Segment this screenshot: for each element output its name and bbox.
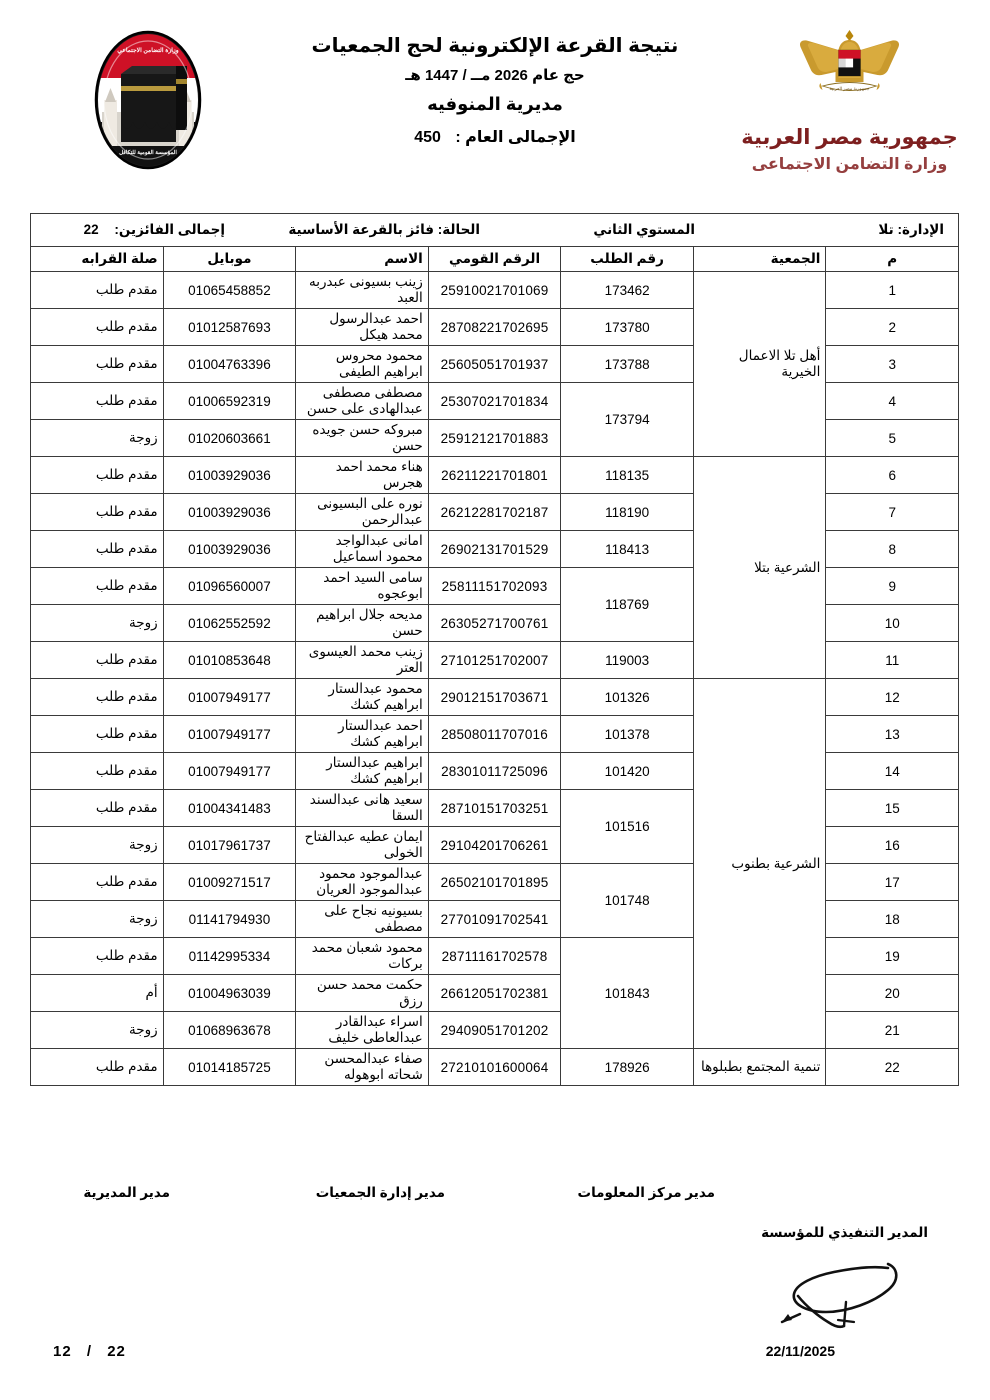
cell-index: 14 — [826, 753, 959, 790]
cell-name: امانى عبدالواجد محمود اسماعيل — [296, 531, 429, 568]
cell-national-id: 28710151703251 — [428, 790, 561, 827]
cell-name: زينب محمد العيسوى العتر — [296, 642, 429, 679]
cell-name: محمود شعبان محمد بركات — [296, 938, 429, 975]
cell-request-number: 173794 — [561, 383, 694, 457]
cell-index: 16 — [826, 827, 959, 864]
cell-index: 15 — [826, 790, 959, 827]
cell-national-id: 29012151703671 — [428, 679, 561, 716]
ministry-emblem-logo — [737, 22, 962, 187]
cell-relation: زوجة — [31, 827, 164, 864]
cell-name: سامى السيد احمد ابوعجوه — [296, 568, 429, 605]
cell-national-id: 25912121701883 — [428, 420, 561, 457]
page-footer — [0, 1175, 990, 1400]
cell-name: سعيد هانى عبدالسند السقا — [296, 790, 429, 827]
hajj-year-subtitle: حج عام 2026 مــ / 1447 هـ — [405, 67, 585, 84]
cell-national-id: 26211221701801 — [428, 457, 561, 494]
signature-associations-manager: مدير إدارة الجمعيات — [315, 1185, 445, 1200]
cell-name: ابراهيم عبدالستار ابراهيم كشك — [296, 753, 429, 790]
cell-national-id: 28301011725096 — [428, 753, 561, 790]
cell-name: زينب بسيونى عبدربه العبد — [296, 272, 429, 309]
cell-index: 11 — [826, 642, 959, 679]
cell-request-number: 173462 — [561, 272, 694, 309]
cell-national-id: 26902131701529 — [428, 531, 561, 568]
cell-request-number: 119003 — [561, 642, 694, 679]
cell-index: 5 — [826, 420, 959, 457]
cell-relation: مقدم طلب — [31, 1049, 164, 1086]
signature-information-center-manager: مدير مركز المعلومات — [577, 1185, 715, 1200]
table-row — [31, 457, 959, 494]
emblem-ministry-name: وزارة التضامن الاجتماعى — [751, 156, 948, 173]
cell-national-id: 27210101600064 — [428, 1049, 561, 1086]
page-title: نتيجة القرعة الإلكترونية لحج الجمعيات — [311, 35, 679, 57]
cell-mobile: 01007949177 — [163, 753, 296, 790]
cell-request-number: 178926 — [561, 1049, 694, 1086]
cell-mobile: 01068963678 — [163, 1012, 296, 1049]
cell-index: 17 — [826, 864, 959, 901]
cell-name: نوره على البسيونى عبدالرحمن — [296, 494, 429, 531]
cell-request-number: 118769 — [561, 568, 694, 642]
cell-relation: مقدم طلب — [31, 642, 164, 679]
status-field — [225, 222, 480, 238]
cell-relation: مقدم طلب — [31, 383, 164, 420]
emblem-country-name: جمهورية مصر العربية — [741, 126, 958, 149]
administration-label: الإدارة: — [897, 222, 944, 237]
cell-index: 1 — [826, 272, 959, 309]
cell-index: 12 — [826, 679, 959, 716]
cell-name: احمد عبدالرسول محمد هيكل — [296, 309, 429, 346]
cell-mobile: 01065458852 — [163, 272, 296, 309]
cell-relation: زوجة — [31, 605, 164, 642]
cell-request-number: 118190 — [561, 494, 694, 531]
cell-national-id: 26305271700761 — [428, 605, 561, 642]
cell-relation: مقدم طلب — [31, 272, 164, 309]
page-current: 12 — [53, 1343, 72, 1360]
page-separator: / — [86, 1343, 93, 1360]
cell-national-id: 27101251702007 — [428, 642, 561, 679]
cell-national-id: 28711161702578 — [428, 938, 561, 975]
cell-index: 3 — [826, 346, 959, 383]
grand-total-label: الإجمالى العام : — [455, 129, 576, 146]
cell-request-number: 173788 — [561, 346, 694, 383]
winners-total-field — [39, 222, 225, 238]
cell-relation: مقدم طلب — [31, 346, 164, 383]
results-table-container — [30, 213, 959, 1086]
cell-relation: مقدم طلب — [31, 494, 164, 531]
cell-name: مديحه جلال ابراهيم حسن — [296, 605, 429, 642]
cell-national-id: 25811151702093 — [428, 568, 561, 605]
cell-name: مصطفى مصطفى عبدالهادى على حسن — [296, 383, 429, 420]
table-meta-row — [31, 214, 959, 247]
handwritten-signature — [770, 1250, 910, 1335]
column-header-request-no: رقم الطلب — [561, 247, 694, 272]
cell-name: بسيونيه نجاح على مصطفى — [296, 901, 429, 938]
cell-index: 20 — [826, 975, 959, 1012]
table-head — [31, 214, 959, 272]
grand-total-value: 450 — [414, 129, 441, 146]
page-number — [48, 1343, 131, 1360]
cell-request-number: 101378 — [561, 716, 694, 753]
cell-request-number: 118413 — [561, 531, 694, 568]
cell-relation: مقدم طلب — [31, 864, 164, 901]
cell-name: محمود محروس ابراهيم الطيفى — [296, 346, 429, 383]
cell-national-id: 26502101701895 — [428, 864, 561, 901]
cell-name: اسراء عبدالقادر عبدالعاطى خليف — [296, 1012, 429, 1049]
cell-index: 19 — [826, 938, 959, 975]
cell-request-number: 118135 — [561, 457, 694, 494]
cell-association: أهل تلا الاعمال الخيرية — [693, 272, 826, 457]
table-row — [31, 1049, 959, 1086]
signature-directorate-manager: مدير المديرية — [83, 1185, 170, 1200]
footer-date: 22/11/2025 — [765, 1343, 835, 1359]
svg-text:المؤسسة القومية للتكافل: المؤسسة القومية للتكافل — [119, 150, 177, 156]
administration-value: تلا — [878, 222, 894, 237]
cell-relation: مقدم طلب — [31, 716, 164, 753]
page-header — [0, 0, 990, 196]
cell-request-number: 101748 — [561, 864, 694, 938]
cell-mobile: 01004963039 — [163, 975, 296, 1012]
directorate-title: مديرية المنوفيه — [427, 94, 563, 114]
column-header-mobile: موبايل — [163, 247, 296, 272]
cell-mobile: 01004341483 — [163, 790, 296, 827]
cell-relation: مقدم طلب — [31, 679, 164, 716]
signature-executive-director: المدير التنفيذي للمؤسسة — [761, 1225, 928, 1240]
cell-relation: مقدم طلب — [31, 938, 164, 975]
cell-mobile: 01010853648 — [163, 642, 296, 679]
cell-mobile: 01141794930 — [163, 901, 296, 938]
cell-request-number: 101420 — [561, 753, 694, 790]
cell-association: الشرعية بتلا — [693, 457, 826, 679]
column-header-index: م — [826, 247, 959, 272]
lottery-results-table — [30, 213, 959, 1086]
cell-mobile: 01006592319 — [163, 383, 296, 420]
cell-national-id: 29409051701202 — [428, 1012, 561, 1049]
cell-mobile: 01012587693 — [163, 309, 296, 346]
cell-name: احمد عبدالستار ابراهيم كشك — [296, 716, 429, 753]
table-row — [31, 272, 959, 309]
cell-national-id: 29104201706261 — [428, 827, 561, 864]
column-header-name: الاسم — [296, 247, 429, 272]
cell-mobile: 01003929036 — [163, 494, 296, 531]
cell-request-number: 101326 — [561, 679, 694, 716]
svg-text:جمهورية مصر العربية: جمهورية مصر العربية — [829, 86, 870, 91]
cell-mobile: 01020603661 — [163, 420, 296, 457]
cell-index: 13 — [826, 716, 959, 753]
cell-index: 9 — [826, 568, 959, 605]
svg-text:وزارة التضامن الاجتماعي: وزارة التضامن الاجتماعي — [117, 48, 179, 54]
cell-national-id: 28508011707016 — [428, 716, 561, 753]
cell-national-id: 25307021701834 — [428, 383, 561, 420]
cell-name: حكمت محمد حسن رزق — [296, 975, 429, 1012]
cell-relation: أم — [31, 975, 164, 1012]
cell-request-number: 101843 — [561, 938, 694, 1049]
cell-mobile: 01014185725 — [163, 1049, 296, 1086]
column-header-national-id: الرقم القومي — [428, 247, 561, 272]
cell-index: 18 — [826, 901, 959, 938]
cell-relation: مقدم طلب — [31, 457, 164, 494]
meta-bar — [31, 214, 959, 247]
cell-association: الشرعية بطنوب — [693, 679, 826, 1049]
cell-index: 4 — [826, 383, 959, 420]
cell-mobile: 01142995334 — [163, 938, 296, 975]
cell-relation: زوجة — [31, 420, 164, 457]
winners-total-value: 22 — [83, 222, 99, 237]
cell-mobile: 01009271517 — [163, 864, 296, 901]
table-row — [31, 679, 959, 716]
signature-titles-row — [0, 1175, 990, 1205]
cell-association: تنمية المجتمع بطبلوها — [693, 1049, 826, 1086]
cell-national-id: 25605051701937 — [428, 346, 561, 383]
cell-national-id: 28708221702695 — [428, 309, 561, 346]
cell-mobile: 01007949177 — [163, 679, 296, 716]
cell-mobile: 01003929036 — [163, 531, 296, 568]
cell-index: 22 — [826, 1049, 959, 1086]
cell-relation: مقدم طلب — [31, 790, 164, 827]
cell-relation: مقدم طلب — [31, 531, 164, 568]
status-value: فائز بالقرعة الأساسية — [288, 222, 434, 237]
cell-name: هناء محمد احمد هجرس — [296, 457, 429, 494]
table-body — [31, 272, 959, 1086]
cell-relation: مقدم طلب — [31, 753, 164, 790]
cell-mobile: 01004763396 — [163, 346, 296, 383]
column-header-row — [31, 247, 959, 272]
cell-name: ايمان عطيه عبدالفتاح الخولى — [296, 827, 429, 864]
cell-index: 21 — [826, 1012, 959, 1049]
cell-name: عبدالموجود محمود عبدالموجود العريان — [296, 864, 429, 901]
winners-total-label: إجمالى الفائزين: — [114, 222, 225, 237]
cell-relation: مقدم طلب — [31, 568, 164, 605]
cell-relation: مقدم طلب — [31, 309, 164, 346]
cell-index: 7 — [826, 494, 959, 531]
cell-relation: زوجة — [31, 901, 164, 938]
level-value: المستوي الثاني — [593, 222, 695, 237]
administration-field — [695, 222, 950, 238]
cell-relation: زوجة — [31, 1012, 164, 1049]
cell-request-number: 173780 — [561, 309, 694, 346]
column-header-relation: صلة القرابه — [31, 247, 164, 272]
cell-index: 6 — [826, 457, 959, 494]
cell-index: 8 — [826, 531, 959, 568]
cell-mobile: 01062552592 — [163, 605, 296, 642]
cell-request-number: 101516 — [561, 790, 694, 864]
cell-index: 2 — [826, 309, 959, 346]
status-label: الحالة: — [437, 222, 480, 237]
cell-mobile: 01007949177 — [163, 716, 296, 753]
cell-name: صفاء عبدالمحسن شحاته ابوهوله — [296, 1049, 429, 1086]
cell-name: محمود عبدالستار ابراهيم كشك — [296, 679, 429, 716]
cell-national-id: 25910021701069 — [428, 272, 561, 309]
cell-mobile: 01096560007 — [163, 568, 296, 605]
cell-name: مبروكه حسن جويده حسن — [296, 420, 429, 457]
page-total: 22 — [107, 1343, 126, 1360]
cell-national-id: 26212281702187 — [428, 494, 561, 531]
cell-mobile: 01017961737 — [163, 827, 296, 864]
column-header-association: الجمعية — [693, 247, 826, 272]
cell-national-id: 27701091702541 — [428, 901, 561, 938]
cell-national-id: 26612051702381 — [428, 975, 561, 1012]
cell-mobile: 01003929036 — [163, 457, 296, 494]
cell-index: 10 — [826, 605, 959, 642]
